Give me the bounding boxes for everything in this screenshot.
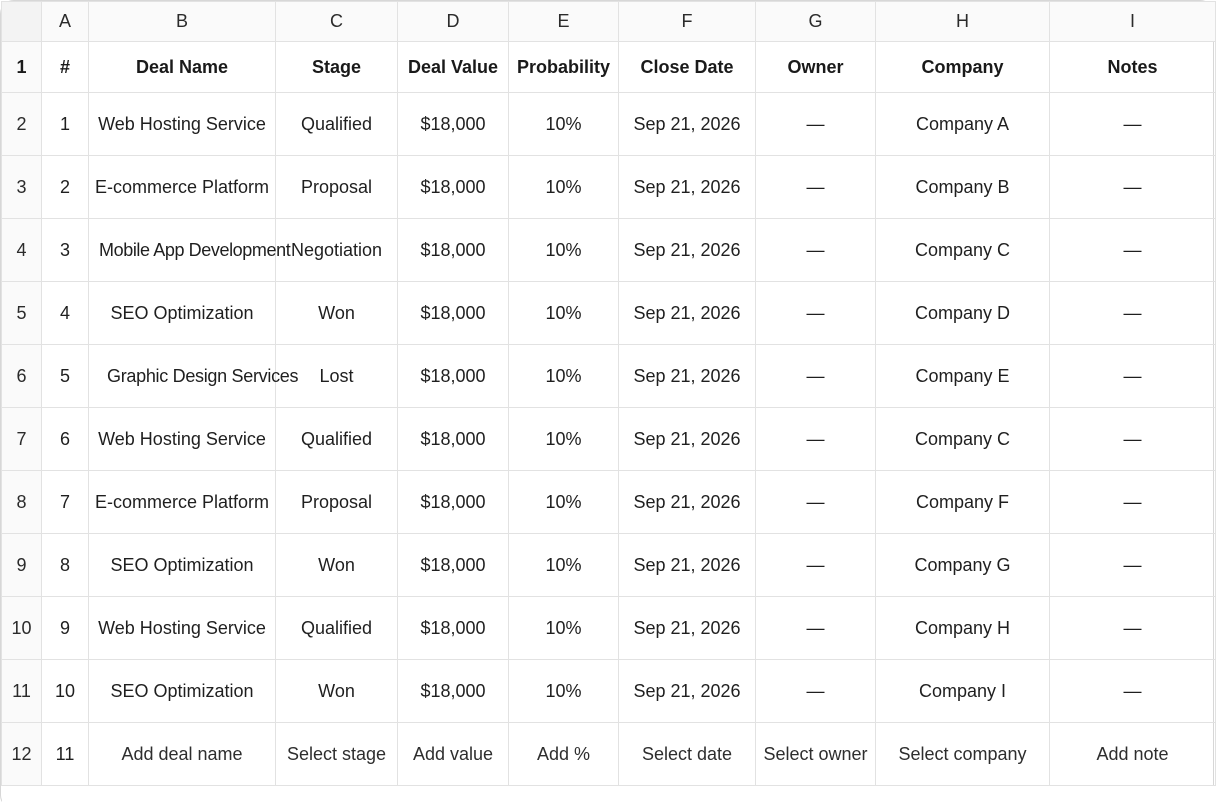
row-number[interactable]: 9 <box>2 534 42 597</box>
company-cell[interactable]: Company F <box>876 471 1050 534</box>
index-cell[interactable]: 6 <box>42 408 89 471</box>
select-all-corner[interactable] <box>2 2 42 42</box>
add-deal-name-field[interactable]: Add deal name <box>89 723 276 786</box>
company-cell[interactable]: Company A <box>876 93 1050 156</box>
owner-cell[interactable]: — <box>756 282 876 345</box>
company-cell[interactable]: Company G <box>876 534 1050 597</box>
deal-value-cell[interactable]: $18,000 <box>398 345 509 408</box>
owner-cell[interactable]: — <box>756 156 876 219</box>
stage-cell[interactable]: Proposal <box>276 471 398 534</box>
deal-value-cell[interactable]: $18,000 <box>398 660 509 723</box>
probability-cell[interactable]: 10% <box>509 408 619 471</box>
deals-table <box>1 1 1216 810</box>
index-cell[interactable]: 10 <box>42 660 89 723</box>
company-cell[interactable]: Company B <box>876 156 1050 219</box>
notes-cell[interactable]: — <box>1050 156 1216 219</box>
stage-cell[interactable]: Won <box>276 660 398 723</box>
add-note-field[interactable]: Add note <box>1050 723 1216 786</box>
add-probability-field[interactable]: Add % <box>509 723 619 786</box>
row-number[interactable]: 6 <box>2 345 42 408</box>
probability-cell[interactable]: 10% <box>509 660 619 723</box>
close-date-cell[interactable]: Sep 21, 2026 <box>619 93 756 156</box>
probability-cell[interactable]: 10% <box>509 156 619 219</box>
company-cell[interactable]: Company C <box>876 219 1050 282</box>
row-number[interactable]: 7 <box>2 408 42 471</box>
new-deal-row <box>2 723 1216 786</box>
deal-name-cell[interactable]: SEO Optimization <box>89 660 276 723</box>
header-deal-value[interactable]: Deal Value <box>398 42 509 93</box>
probability-cell[interactable]: 10% <box>509 534 619 597</box>
deal-name-cell[interactable]: Web Hosting Service <box>89 408 276 471</box>
table-row <box>2 219 1216 282</box>
close-date-cell[interactable]: Sep 21, 2026 <box>619 534 756 597</box>
index-cell[interactable]: 8 <box>42 534 89 597</box>
deal-name-cell[interactable]: SEO Optimization <box>89 282 276 345</box>
close-date-cell[interactable]: Sep 21, 2026 <box>619 660 756 723</box>
deal-name-cell[interactable]: Web Hosting Service <box>89 597 276 660</box>
probability-cell[interactable]: 10% <box>509 93 619 156</box>
close-date-cell[interactable]: Sep 21, 2026 <box>619 219 756 282</box>
notes-cell[interactable]: — <box>1050 660 1216 723</box>
company-cell[interactable]: Company I <box>876 660 1050 723</box>
row-number[interactable]: 2 <box>2 93 42 156</box>
row-number[interactable]: 1 <box>2 42 42 93</box>
notes-cell[interactable]: — <box>1050 534 1216 597</box>
deal-value-cell[interactable]: $18,000 <box>398 156 509 219</box>
notes-cell[interactable]: — <box>1050 219 1216 282</box>
notes-cell[interactable]: — <box>1050 471 1216 534</box>
table-row <box>2 156 1216 219</box>
row-number[interactable]: 4 <box>2 219 42 282</box>
index-cell[interactable]: 2 <box>42 156 89 219</box>
notes-cell[interactable]: — <box>1050 345 1216 408</box>
index-cell[interactable]: 1 <box>42 93 89 156</box>
empty-footer <box>2 786 1216 811</box>
select-date-picker[interactable]: Select date <box>619 723 756 786</box>
owner-cell[interactable]: — <box>756 597 876 660</box>
deal-name-cell[interactable]: Web Hosting Service <box>89 93 276 156</box>
deal-value-cell[interactable]: $18,000 <box>398 219 509 282</box>
column-header-d[interactable]: D <box>398 2 509 42</box>
table-row <box>2 345 1216 408</box>
notes-cell[interactable]: — <box>1050 408 1216 471</box>
stage-cell[interactable]: Proposal <box>276 156 398 219</box>
header-notes[interactable]: Notes <box>1050 42 1216 93</box>
index-cell[interactable]: 5 <box>42 345 89 408</box>
stage-cell[interactable]: Won <box>276 534 398 597</box>
stage-cell[interactable]: Won <box>276 282 398 345</box>
table-row <box>2 93 1216 156</box>
table-row <box>2 534 1216 597</box>
column-header-c[interactable]: C <box>276 2 398 42</box>
select-stage-dropdown[interactable]: Select stage <box>276 723 398 786</box>
probability-cell[interactable]: 10% <box>509 471 619 534</box>
stage-cell[interactable]: Negotiation <box>276 219 398 282</box>
index-cell[interactable]: 7 <box>42 471 89 534</box>
stage-cell[interactable]: Qualified <box>276 597 398 660</box>
owner-cell[interactable]: — <box>756 93 876 156</box>
column-header-f[interactable]: F <box>619 2 756 42</box>
row-number[interactable]: 11 <box>2 660 42 723</box>
owner-cell[interactable]: — <box>756 660 876 723</box>
table-row <box>2 408 1216 471</box>
index-cell[interactable]: 3 <box>42 219 89 282</box>
owner-cell[interactable]: — <box>756 219 876 282</box>
close-date-cell[interactable]: Sep 21, 2026 <box>619 471 756 534</box>
index-cell[interactable]: 4 <box>42 282 89 345</box>
header-index[interactable]: # <box>42 42 89 93</box>
column-header-i[interactable]: I <box>1050 2 1216 42</box>
owner-cell[interactable]: — <box>756 471 876 534</box>
row-number[interactable]: 8 <box>2 471 42 534</box>
header-stage[interactable]: Stage <box>276 42 398 93</box>
owner-cell[interactable]: — <box>756 534 876 597</box>
close-date-cell[interactable]: Sep 21, 2026 <box>619 597 756 660</box>
table-row <box>2 471 1216 534</box>
deal-name-cell[interactable]: Graphic Design Services <box>89 345 276 408</box>
header-probability[interactable]: Probability <box>509 42 619 93</box>
company-cell[interactable]: Company H <box>876 597 1050 660</box>
column-header-b[interactable]: B <box>89 2 276 42</box>
probability-cell[interactable]: 10% <box>509 219 619 282</box>
sheet-footer-strip <box>2 786 1216 811</box>
column-header-e[interactable]: E <box>509 2 619 42</box>
close-date-cell[interactable]: Sep 21, 2026 <box>619 156 756 219</box>
table-row <box>2 660 1216 723</box>
notes-cell[interactable]: — <box>1050 93 1216 156</box>
company-cell[interactable]: Company C <box>876 408 1050 471</box>
index-cell[interactable]: 9 <box>42 597 89 660</box>
header-close-date[interactable]: Close Date <box>619 42 756 93</box>
deal-name-cell[interactable]: E-commerce Platform <box>89 471 276 534</box>
table-row <box>2 597 1216 660</box>
stage-cell[interactable]: Qualified <box>276 93 398 156</box>
deal-value-cell[interactable]: $18,000 <box>398 471 509 534</box>
select-company-dropdown[interactable]: Select company <box>876 723 1050 786</box>
notes-cell[interactable]: — <box>1050 282 1216 345</box>
close-date-cell[interactable]: Sep 21, 2026 <box>619 408 756 471</box>
stage-cell[interactable]: Lost <box>276 345 398 408</box>
row-number[interactable]: 3 <box>2 156 42 219</box>
probability-cell[interactable]: 10% <box>509 345 619 408</box>
company-cell[interactable]: Company E <box>876 345 1050 408</box>
deal-name-cell[interactable]: E-commerce Platform <box>89 156 276 219</box>
column-header-row <box>2 2 1216 42</box>
header-deal-name[interactable]: Deal Name <box>89 42 276 93</box>
column-header-a[interactable]: A <box>42 2 89 42</box>
add-value-field[interactable]: Add value <box>398 723 509 786</box>
probability-cell[interactable]: 10% <box>509 282 619 345</box>
header-company[interactable]: Company <box>876 42 1050 93</box>
company-cell[interactable]: Company D <box>876 282 1050 345</box>
deal-value-cell[interactable]: $18,000 <box>398 597 509 660</box>
column-header-g[interactable]: G <box>756 2 876 42</box>
probability-cell[interactable]: 10% <box>509 597 619 660</box>
index-cell[interactable]: 11 <box>42 723 89 786</box>
deal-name-cell[interactable]: SEO Optimization <box>89 534 276 597</box>
close-date-cell[interactable]: Sep 21, 2026 <box>619 282 756 345</box>
notes-cell[interactable]: — <box>1050 597 1216 660</box>
deal-value-cell[interactable]: $18,000 <box>398 534 509 597</box>
deal-value-cell[interactable]: $18,000 <box>398 93 509 156</box>
stage-cell[interactable]: Qualified <box>276 408 398 471</box>
row-number[interactable]: 5 <box>2 282 42 345</box>
deal-value-cell[interactable]: $18,000 <box>398 282 509 345</box>
table-row <box>2 282 1216 345</box>
deal-value-cell[interactable]: $18,000 <box>398 408 509 471</box>
owner-cell[interactable]: — <box>756 408 876 471</box>
header-owner[interactable]: Owner <box>756 42 876 93</box>
owner-cell[interactable]: — <box>756 345 876 408</box>
deal-name-cell[interactable]: Mobile App Development <box>89 219 276 282</box>
select-owner-dropdown[interactable]: Select owner <box>756 723 876 786</box>
column-header-h[interactable]: H <box>876 2 1050 42</box>
row-number[interactable]: 12 <box>2 723 42 786</box>
field-header-row <box>2 42 1216 93</box>
close-date-cell[interactable]: Sep 21, 2026 <box>619 345 756 408</box>
row-number[interactable]: 10 <box>2 597 42 660</box>
